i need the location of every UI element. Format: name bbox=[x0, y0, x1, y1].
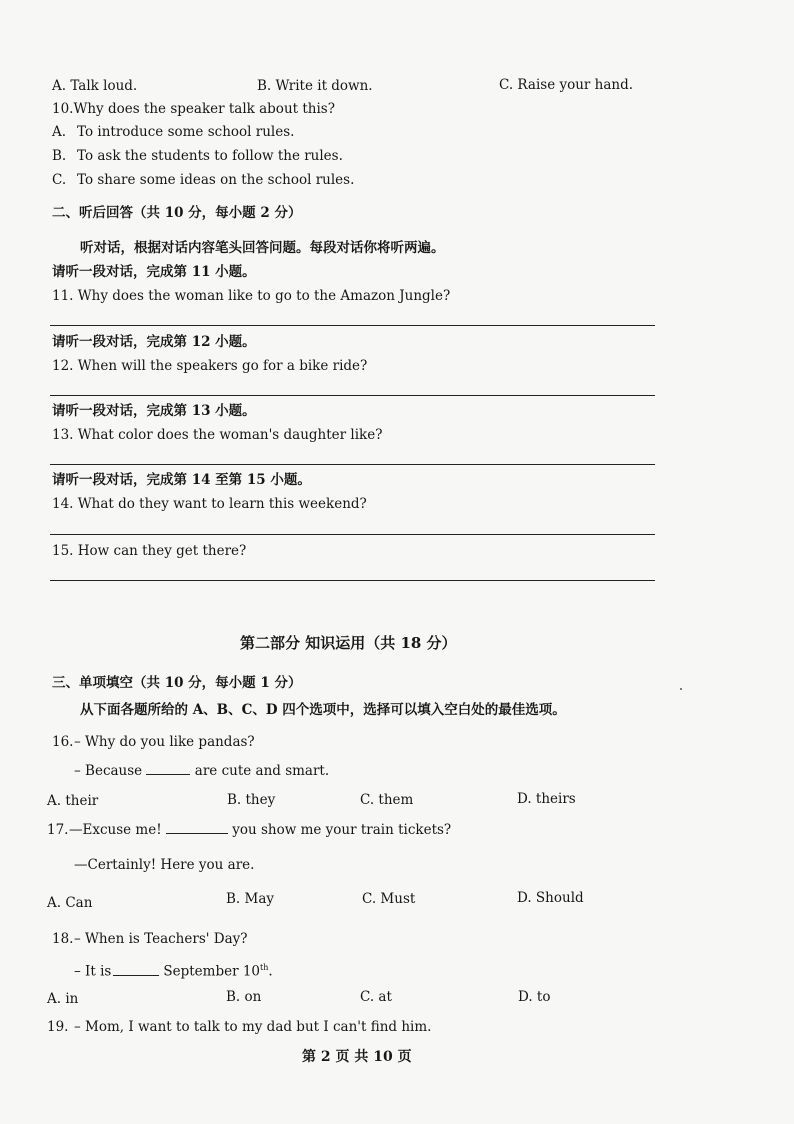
q9-option-c: C. Raise your hand. bbox=[499, 77, 634, 93]
q16-line2 bbox=[74, 763, 329, 779]
answer-line-11[interactable] bbox=[50, 325, 655, 326]
q18-option-a: A. in bbox=[47, 991, 79, 1007]
answer-line-13[interactable] bbox=[50, 464, 655, 465]
scan-speck bbox=[680, 688, 682, 690]
section3-heading: 三、单项填空（共 10 分，每小题 1 分） bbox=[52, 675, 302, 691]
q10-option-c bbox=[52, 172, 354, 188]
option-text: To introduce some school rules. bbox=[77, 124, 295, 140]
option-letter: B. bbox=[52, 148, 67, 164]
answer-line-14[interactable] bbox=[50, 534, 655, 535]
q16-option-b: B. they bbox=[227, 792, 276, 808]
q18-option-d: D. to bbox=[518, 989, 551, 1005]
q10-stem: 10.Why does the speaker talk about this? bbox=[52, 101, 335, 117]
q18-option-b: B. on bbox=[226, 989, 262, 1005]
q18-line1 bbox=[52, 931, 247, 947]
q17-option-b: B. May bbox=[226, 891, 275, 907]
section3-instruction: 从下面各题所给的 A、B、C、D 四个选项中，选择可以填入空白处的最佳选项。 bbox=[80, 702, 566, 718]
answer-line-12[interactable] bbox=[50, 395, 655, 396]
q16-line1 bbox=[52, 734, 255, 750]
option-text: To share some ideas on the school rules. bbox=[77, 172, 355, 188]
q16-blank[interactable] bbox=[146, 774, 190, 775]
q9-option-a: A. Talk loud. bbox=[52, 78, 138, 94]
q18-line2 bbox=[74, 960, 273, 980]
q18-ordinal-suffix: th bbox=[260, 963, 269, 972]
q10-option-b bbox=[52, 148, 343, 164]
question-12: 12. When will the speakers go for a bike ride? bbox=[52, 358, 368, 374]
answer-line-15[interactable] bbox=[50, 580, 655, 581]
q17-number: 17. bbox=[47, 822, 69, 838]
q16-number: 16. bbox=[52, 734, 74, 750]
q16-option-a: A. their bbox=[47, 793, 99, 809]
q16-dialogue-1: – Why do you like pandas? bbox=[74, 734, 255, 750]
section2-heading: 二、听后回答（共 10 分，每小题 2 分） bbox=[52, 205, 302, 221]
option-letter: C. bbox=[52, 172, 67, 188]
question-11: 11. Why does the woman like to go to the Amazon Jungle? bbox=[52, 288, 451, 304]
listening-prompt-14-15: 请听一段对话，完成第 14 至第 15 小题。 bbox=[52, 472, 311, 488]
section2-instruction: 听对话，根据对话内容笔头回答问题。每段对话你将听两遍。 bbox=[80, 240, 445, 256]
q17-dialogue-1-post: you show me your train tickets? bbox=[232, 822, 452, 838]
page-footer: 第 2 页 共 10 页 bbox=[302, 1049, 412, 1065]
q17-line1 bbox=[47, 822, 451, 838]
q17-line2: —Certainly! Here you are. bbox=[74, 857, 255, 873]
question-13: 13. What color does the woman's daughter like? bbox=[52, 427, 383, 443]
part2-title: 第二部分 知识运用（共 18 分） bbox=[240, 634, 457, 652]
q19-dialogue-1: – Mom, I want to talk to my dad but I can't find him. bbox=[74, 1019, 432, 1035]
q17-option-d: D. Should bbox=[517, 890, 584, 906]
q16-option-c: C. them bbox=[360, 792, 414, 808]
q9-option-b: B. Write it down. bbox=[257, 78, 373, 94]
option-letter: A. bbox=[52, 124, 67, 140]
q18-dialogue-2-post: September 10 bbox=[163, 963, 260, 980]
listening-prompt-11: 请听一段对话，完成第 11 小题。 bbox=[52, 264, 256, 280]
q18-number: 18. bbox=[52, 931, 74, 947]
option-text: To ask the students to follow the rules. bbox=[77, 148, 343, 164]
q19-number: 19. bbox=[47, 1019, 69, 1035]
q18-option-c: C. at bbox=[360, 989, 392, 1005]
q10-option-a bbox=[52, 124, 294, 140]
q16-dialogue-2-pre: – Because bbox=[74, 763, 143, 779]
q16-dialogue-2-post: are cute and smart. bbox=[194, 763, 330, 779]
listening-prompt-12: 请听一段对话，完成第 12 小题。 bbox=[52, 334, 256, 350]
q19-line1 bbox=[47, 1019, 431, 1035]
listening-prompt-13: 请听一段对话，完成第 13 小题。 bbox=[52, 403, 256, 419]
q17-dialogue-1-pre: —Excuse me! bbox=[69, 822, 162, 838]
question-14: 14. What do they want to learn this weekend? bbox=[52, 496, 367, 512]
q16-option-d: D. theirs bbox=[517, 791, 576, 807]
q18-dialogue-1: – When is Teachers' Day? bbox=[74, 931, 248, 947]
question-15: 15. How can they get there? bbox=[52, 543, 247, 559]
q18-blank[interactable] bbox=[113, 975, 159, 976]
q17-option-a: A. Can bbox=[47, 895, 93, 911]
q18-dialogue-2-pre: – It is bbox=[74, 963, 112, 980]
q17-blank[interactable] bbox=[166, 833, 228, 834]
q18-period: . bbox=[268, 963, 273, 980]
q17-option-c: C. Must bbox=[362, 891, 416, 907]
